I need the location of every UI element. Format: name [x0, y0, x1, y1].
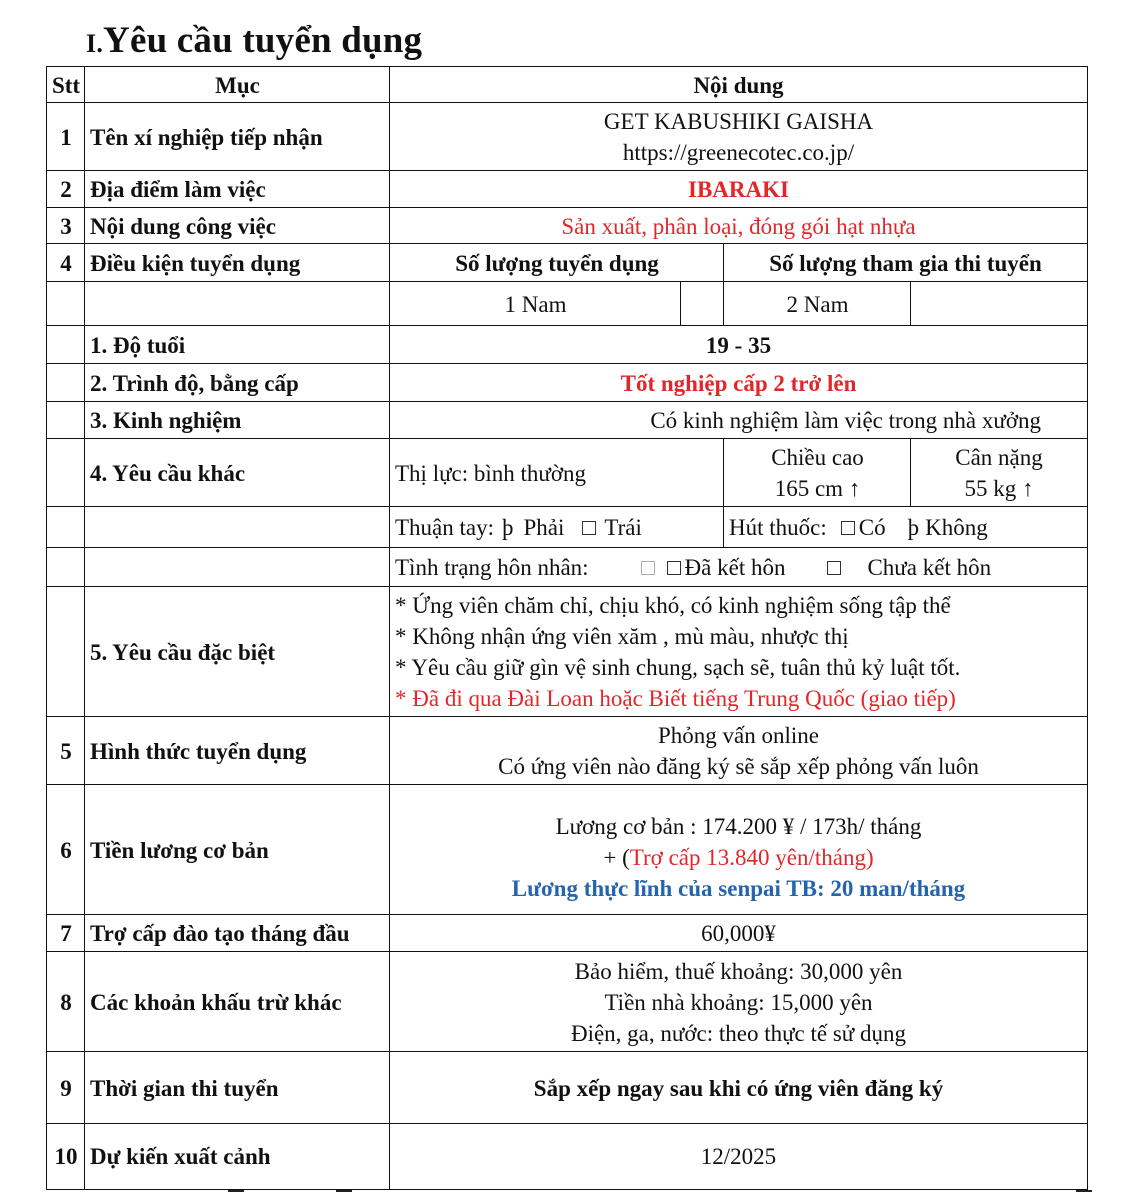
header-stt: Stt — [46, 66, 86, 104]
salary-allowance-line — [603, 842, 873, 873]
deduction-utilities: Điện, ga, nước: theo thực tế sử dụng — [570, 1020, 907, 1046]
row-3-stt: 3 — [46, 207, 86, 245]
row-9-stt: 9 — [46, 1051, 86, 1125]
row-4-label: Điều kiện tuyển dụng — [84, 243, 391, 283]
empty-cell — [910, 281, 1088, 327]
empty-label-cell — [84, 547, 391, 588]
recruit-count-header: Số lượng tuyển dụng — [389, 243, 725, 283]
marital-married: Đã kết hôn — [684, 555, 786, 580]
row-2-label: Địa điểm làm việc — [84, 170, 391, 209]
section-number: I. — [86, 29, 104, 58]
row-8-stt: 8 — [46, 951, 86, 1053]
row-10-stt: 10 — [46, 1123, 86, 1190]
section-heading — [86, 18, 422, 67]
cut-text-mark — [336, 1190, 352, 1196]
height-value: 165 cm ↑ — [774, 476, 861, 501]
deduction-housing: Tiền nhà khoảng: 15,000 yên — [604, 989, 873, 1015]
row-8-label: Các khoản khấu trừ khác — [84, 951, 391, 1053]
checkbox-smoke-yes-icon — [841, 521, 855, 535]
departure-date: 12/2025 — [389, 1123, 1088, 1190]
weight-label: Cân nặng — [955, 445, 1043, 470]
work-location: IBARAKI — [389, 170, 1088, 209]
age-label: 1. Độ tuổi — [84, 325, 391, 365]
checkbox-faded-icon — [641, 561, 655, 575]
deduction-insurance: Bảo hiểm, thuế khoảng: 30,000 yên — [574, 958, 903, 984]
checkbox-married-icon — [667, 561, 681, 575]
cut-text-mark — [228, 1190, 244, 1196]
salary-cell — [389, 784, 1088, 916]
empty-stt-cell — [46, 281, 86, 327]
handedness-prefix: Thuận tay: — [395, 515, 494, 540]
exam-count-header: Số lượng tham gia thi tuyển — [723, 243, 1088, 283]
exam-time: Sắp xếp ngay sau khi có ứng viên đăng ký — [389, 1051, 1088, 1125]
row-7-stt: 7 — [46, 914, 86, 953]
weight-value: 55 kg ↑ — [964, 476, 1034, 501]
checkbox-single-icon — [827, 561, 841, 575]
vision-requirement: Thị lực: bình thường — [389, 438, 725, 508]
empty-stt-cell — [46, 363, 86, 403]
experience-label: 3. Kinh nghiệm — [84, 401, 391, 440]
empty-cell — [680, 281, 725, 327]
row-6-label: Tiền lương cơ bản — [84, 784, 391, 916]
empty-stt-cell — [46, 586, 86, 718]
header-content: Nội dung — [389, 66, 1088, 104]
cut-off-next-line — [0, 1190, 1126, 1200]
special-item: * Không nhận ứng viên xăm , mù màu, nhược thị — [395, 624, 849, 649]
row-9-label: Thời gian thi tuyển — [84, 1051, 391, 1125]
cut-text-mark — [1076, 1190, 1092, 1196]
smoking-yes: Có — [858, 515, 886, 540]
check-mark-smoke-no: þ — [907, 515, 920, 540]
experience-value: Có kinh nghiệm làm việc trong nhà xưởng — [650, 408, 1041, 433]
special-requirements-label: 5. Yêu cầu đặc biệt — [84, 586, 391, 718]
row-10-label: Dự kiến xuất cảnh — [84, 1123, 391, 1190]
header-item: Mục — [84, 66, 391, 104]
row-5-label: Hình thức tuyển dụng — [84, 716, 391, 786]
empty-label-cell — [84, 281, 391, 327]
smoking-no: Không — [925, 515, 988, 540]
empty-stt-cell — [46, 506, 86, 549]
height-label: Chiều cao — [771, 445, 864, 470]
handedness-right: Phải — [523, 515, 565, 540]
company-cell — [389, 102, 1088, 172]
weight-cell — [910, 438, 1088, 508]
row-7-label: Trợ cấp đào tạo tháng đầu — [84, 914, 391, 953]
recruit-count: 1 Nam — [389, 281, 682, 327]
checkbox-left-icon — [582, 521, 596, 535]
recruitment-method-cell — [389, 716, 1088, 786]
education-value: Tốt nghiệp cấp 2 trở lên — [389, 363, 1088, 403]
row-1-stt: 1 — [46, 102, 86, 172]
deductions-cell — [389, 951, 1088, 1053]
empty-stt-cell — [46, 438, 86, 508]
handedness-left: Trái — [604, 515, 642, 540]
marital-status-cell — [389, 547, 1088, 588]
row-2-stt: 2 — [46, 170, 86, 209]
special-item-highlight: * Đã đi qua Đài Loan hoặc Biết tiếng Trung Quốc (giao tiếp) — [395, 686, 956, 711]
empty-stt-cell — [46, 401, 86, 440]
education-label: 2. Trình độ, bằng cấp — [84, 363, 391, 403]
other-requirements-label: 4. Yêu cầu khác — [84, 438, 391, 508]
handedness-cell — [389, 506, 725, 549]
marital-single: Chưa kết hôn — [867, 555, 992, 580]
company-name: GET KABUSHIKI GAISHA — [603, 109, 874, 134]
allowance-prefix: + ( — [603, 844, 630, 870]
height-cell — [723, 438, 912, 508]
check-mark-right: þ — [502, 515, 514, 540]
row-3-label: Nội dung công việc — [84, 207, 391, 245]
row-4-stt: 4 — [46, 243, 86, 283]
requirements-table — [46, 66, 1088, 1190]
age-value: 19 - 35 — [389, 325, 1088, 365]
smoking-prefix: Hút thuốc: — [729, 515, 827, 540]
empty-stt-cell — [46, 325, 86, 365]
empty-label-cell — [84, 506, 391, 549]
recruitment-method: Phỏng vấn online — [658, 723, 819, 748]
recruitment-note: Có ứng viên nào đăng ký sẽ sắp xếp phỏng vấn luôn — [498, 754, 979, 779]
smoking-cell — [723, 506, 1088, 549]
special-requirements-list — [389, 586, 1088, 718]
allowance-value: Trợ cấp 13.840 yên/tháng) — [629, 844, 874, 870]
row-6-stt: 6 — [46, 784, 86, 916]
row-5-stt: 5 — [46, 716, 86, 786]
special-item: * Yêu cầu giữ gìn vệ sinh chung, sạch sẽ, tuân thủ kỷ luật tốt. — [395, 655, 961, 680]
row-1-label: Tên xí nghiệp tiếp nhận — [84, 102, 391, 172]
marital-prefix: Tình trạng hôn nhân: — [395, 555, 589, 580]
empty-stt-cell — [46, 547, 86, 588]
special-item: * Ứng viên chăm chỉ, chịu khó, có kinh nghiệm sống tập thể — [395, 593, 951, 618]
training-allowance: 60,000¥ — [389, 914, 1088, 953]
section-title: Yêu cầu tuyển dụng — [103, 20, 423, 61]
job-description: Sản xuất, phân loại, đóng gói hạt nhựa — [389, 207, 1088, 245]
company-url: https://greenecotec.co.jp/ — [622, 140, 855, 165]
senpai-salary: Lương thực lĩnh của senpai TB: 20 man/tháng — [511, 875, 966, 901]
basic-salary: Lương cơ bản : 174.200 ¥ / 173h/ tháng — [555, 813, 922, 839]
exam-count: 2 Nam — [723, 281, 912, 327]
experience-cell — [389, 401, 1088, 440]
